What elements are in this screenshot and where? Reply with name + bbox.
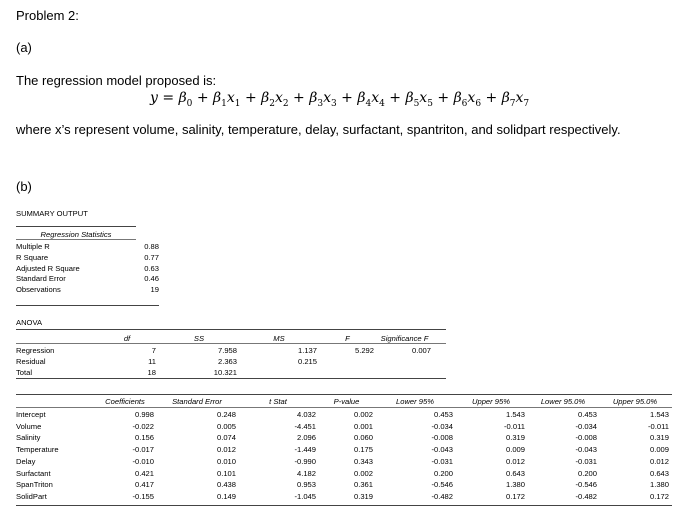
anova-row-label: Residual — [16, 356, 46, 366]
regression-equation — [150, 90, 529, 109]
part-b-label: (b) — [16, 179, 32, 194]
anova-cell: 2.363 — [217, 356, 237, 366]
coef-cell: 1.380 — [649, 480, 669, 490]
coef-cell: 0.149 — [216, 491, 236, 501]
reg-stat-label: Adjusted R Square — [16, 263, 80, 273]
problem-title: Problem 2: — [16, 8, 79, 23]
coef-cell: -0.031 — [431, 456, 453, 466]
table-rule — [16, 305, 159, 306]
coef-cell: -0.482 — [431, 491, 453, 501]
coef-cell: 0.453 — [577, 410, 597, 419]
intro-text: The regression model proposed is: — [16, 73, 217, 88]
coef-cell: 1.380 — [505, 480, 525, 490]
eq-coef-sub: 2 — [269, 98, 275, 109]
coef-cell: 0.953 — [296, 480, 316, 490]
reg-stat-value: 0.46 — [144, 274, 159, 284]
coef-row-label: Delay — [16, 456, 36, 466]
coef-cell: 0.009 — [505, 445, 525, 455]
coef-header: Lower 95.0% — [540, 397, 586, 406]
coef-cell: -0.034 — [575, 421, 597, 431]
table-rule — [16, 329, 446, 330]
table-rule — [16, 505, 672, 506]
coef-cell: -4.451 — [294, 421, 316, 431]
eq-var: x — [323, 90, 331, 106]
coef-cell: 0.319 — [505, 433, 525, 443]
eq-plus: + — [288, 90, 310, 106]
regression-statistics-header: Regression Statistics — [40, 230, 112, 239]
coef-cell: -0.022 — [132, 421, 154, 431]
coef-cell: -0.990 — [294, 456, 316, 466]
eq-var: x — [419, 90, 428, 106]
eq-coef: β — [178, 90, 187, 106]
coef-row-label: Surfactant — [16, 468, 51, 478]
coef-cell: 0.010 — [216, 456, 236, 466]
coef-cell: 0.012 — [505, 456, 525, 466]
coef-cell: 0.002 — [353, 468, 373, 478]
anova-title: ANOVA — [16, 318, 43, 327]
eq-coef-sub: 3 — [317, 98, 324, 109]
coef-cell: 0.074 — [216, 433, 236, 443]
coef-header: Standard Error — [172, 397, 222, 406]
part-a-label: (a) — [16, 40, 32, 55]
coef-cell: 0.009 — [649, 445, 669, 455]
eq-plus: + — [192, 90, 214, 106]
eq-var-sub: 2 — [282, 98, 289, 109]
coef-cell: -0.546 — [575, 480, 597, 490]
coef-cell: 0.002 — [353, 410, 373, 419]
reg-stat-value: 19 — [150, 285, 159, 295]
coef-cell: 0.005 — [216, 421, 236, 431]
coef-row-label: SpanTriton — [16, 480, 53, 490]
coef-cell: -0.482 — [575, 491, 597, 501]
coef-cell: 0.361 — [353, 480, 373, 490]
eq-var-sub: 1 — [234, 98, 241, 109]
anova-header: SS — [193, 334, 205, 343]
coef-cell: 0.417 — [134, 480, 154, 490]
coef-cell: 0.175 — [353, 445, 373, 455]
anova-cell: 7.958 — [217, 346, 237, 355]
summary-output-table — [16, 204, 672, 510]
coef-cell: 0.421 — [134, 468, 154, 478]
coef-row-label: Salinity — [16, 433, 41, 443]
coef-cell: -0.043 — [575, 445, 597, 455]
eq-coef: β — [309, 90, 318, 106]
coef-cell: 0.998 — [134, 410, 154, 419]
eq-coef-sub: 4 — [365, 98, 372, 109]
eq-var: x — [467, 90, 476, 106]
coef-cell: 0.453 — [433, 410, 453, 419]
table-rule — [16, 378, 446, 379]
anova-row-label: Total — [16, 367, 33, 377]
coef-cell: 0.172 — [505, 491, 525, 501]
eq-plus: + — [432, 90, 454, 106]
eq-coef: β — [453, 90, 462, 106]
coef-cell: -1.449 — [294, 445, 316, 455]
coef-cell: 4.182 — [296, 468, 316, 478]
table-rule — [16, 239, 136, 240]
coef-cell: 0.101 — [216, 468, 236, 478]
coef-cell: 0.012 — [216, 445, 236, 455]
coef-cell: 0.001 — [353, 421, 373, 431]
reg-stat-value: 0.77 — [144, 252, 159, 262]
eq-var: x — [371, 90, 380, 106]
table-rule — [16, 226, 136, 227]
reg-stat-value: 0.63 — [144, 263, 159, 273]
coef-cell: 0.319 — [353, 491, 373, 501]
anova-cell: 7 — [151, 346, 156, 355]
eq-coef-sub: 1 — [221, 98, 227, 109]
eq-coef: β — [213, 90, 222, 106]
coef-row-label: SolidPart — [16, 491, 47, 501]
coef-header: t Stat — [269, 397, 287, 406]
eq-coef-sub: 0 — [186, 98, 193, 109]
eq-var-sub: 7 — [523, 98, 530, 109]
coef-cell: 0.438 — [216, 480, 236, 490]
summary-output-title: SUMMARY OUTPUT — [16, 209, 88, 218]
eq-plus: + — [336, 90, 358, 106]
eq-var: x — [515, 90, 524, 106]
coef-row-label: Temperature — [16, 445, 59, 455]
table-rule — [16, 407, 672, 408]
coef-cell: -1.045 — [294, 491, 316, 501]
coef-cell: -0.043 — [431, 445, 453, 455]
anova-cell: 1.137 — [297, 346, 317, 355]
eq-plus: + — [481, 90, 502, 106]
coef-cell: 0.319 — [649, 433, 669, 443]
table-rule — [16, 394, 672, 395]
coef-cell: 0.248 — [216, 410, 236, 419]
eq-coef: β — [261, 90, 270, 106]
eq-plus: + — [384, 90, 406, 106]
anova-header: MS — [273, 334, 285, 343]
coef-cell: -0.031 — [575, 456, 597, 466]
anova-cell: 5.292 — [354, 346, 374, 355]
reg-stat-label: R Square — [16, 252, 49, 262]
coef-cell: -0.155 — [132, 491, 154, 501]
eq-var: x — [226, 90, 235, 106]
coef-cell: -0.010 — [132, 456, 154, 466]
where-text: where x’s represent volume, salinity, temperature, delay, surfactant, spantriton, and solidpart respectively. — [16, 122, 621, 137]
coef-header: Upper 95.0% — [612, 397, 658, 406]
eq-coef-sub: 6 — [461, 98, 468, 109]
coef-cell: 0.343 — [353, 456, 373, 466]
eq-coef: β — [405, 90, 414, 106]
coef-cell: -0.546 — [431, 480, 453, 490]
coef-header: P-value — [333, 397, 360, 406]
reg-stat-value: 0.88 — [144, 242, 159, 251]
reg-stat-label: Standard Error — [16, 274, 66, 284]
coef-cell: 1.543 — [505, 410, 525, 419]
eq-plus: + — [240, 90, 262, 106]
anova-cell: 10.321 — [213, 367, 237, 377]
coef-cell: 0.643 — [649, 468, 669, 478]
coef-row-label: Volume — [16, 421, 42, 431]
coef-cell: 2.096 — [296, 433, 316, 443]
eq-coef: β — [357, 90, 366, 106]
eq-equals: = — [157, 90, 179, 106]
coef-cell: -0.011 — [504, 421, 525, 431]
anova-header: df — [123, 334, 131, 343]
coef-cell: -0.017 — [132, 445, 154, 455]
eq-coef-sub: 7 — [509, 98, 516, 109]
coef-cell: -0.011 — [648, 421, 669, 431]
coef-cell: -0.008 — [431, 433, 453, 443]
coef-cell: 0.012 — [649, 456, 669, 466]
coef-cell: 0.172 — [649, 491, 669, 501]
anova-cell: 18 — [147, 367, 156, 377]
eq-lhs: y — [150, 90, 158, 106]
anova-cell: 11 — [148, 356, 156, 366]
eq-var: x — [274, 90, 283, 106]
anova-cell: 0.007 — [411, 346, 431, 355]
coef-cell: 0.156 — [134, 433, 154, 443]
anova-header: F — [345, 334, 350, 343]
coef-cell: -0.034 — [431, 421, 453, 431]
anova-cell: 0.215 — [297, 356, 317, 366]
reg-stat-label: Observations — [16, 285, 61, 295]
coef-row-label: Intercept — [16, 410, 46, 419]
coef-cell: 0.643 — [505, 468, 525, 478]
anova-row-label: Regression — [16, 346, 55, 355]
coef-cell: -0.008 — [575, 433, 597, 443]
coef-header: Lower 95% — [396, 397, 434, 406]
coef-cell: 1.543 — [649, 410, 669, 419]
coef-cell: 0.060 — [353, 433, 373, 443]
coef-cell: 0.200 — [577, 468, 597, 478]
coef-cell: 4.032 — [296, 410, 316, 419]
eq-var-sub: 4 — [379, 98, 385, 109]
eq-var-sub: 6 — [475, 98, 482, 109]
eq-var-sub: 5 — [427, 98, 433, 109]
coef-cell: 0.200 — [433, 468, 453, 478]
anova-header: Significance F — [380, 334, 429, 343]
table-rule — [16, 343, 446, 344]
reg-stat-label: Multiple R — [16, 242, 50, 251]
eq-coef-sub: 5 — [413, 98, 420, 109]
coef-header: Upper 95% — [472, 397, 510, 406]
eq-coef: β — [501, 90, 510, 106]
eq-var-sub: 3 — [330, 98, 337, 109]
coef-header: Coefficients — [105, 397, 145, 406]
